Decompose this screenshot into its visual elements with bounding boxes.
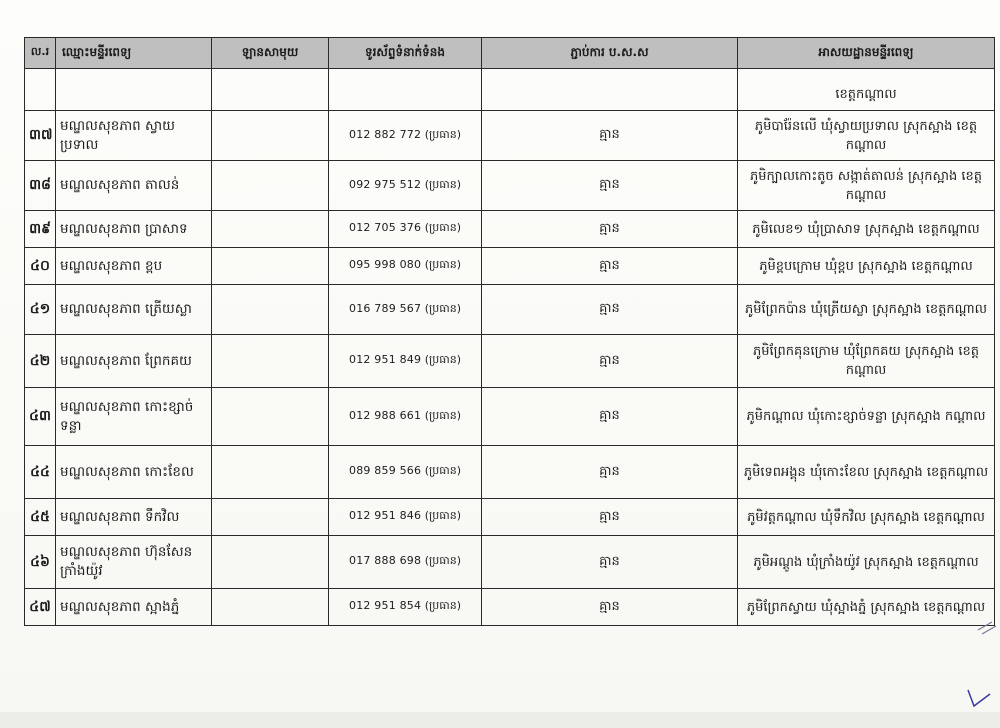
phone-role: (ប្រធាន): [424, 127, 461, 141]
cell-name: មណ្ឌលសុខភាព ហ៊ុនសែនក្រាំងយ៉ូវ: [56, 536, 212, 589]
cell-link: [482, 69, 738, 111]
cell-address: ភូមិលេខ១ ឃុំប្រាសាទ ស្រុកស្អាង ខេត្តកណ្ដាល: [738, 211, 995, 248]
cell-community: [212, 161, 329, 211]
cell-name: មណ្ឌលសុខភាព ប្រាសាទ: [56, 211, 212, 248]
continuation-row: [25, 69, 995, 111]
cell-community: [212, 446, 329, 499]
cell-link: គ្មាន: [482, 499, 738, 536]
cell-link: គ្មាន: [482, 446, 738, 499]
cell-name: មណ្ឌលសុខភាព កោះខែល: [56, 446, 212, 499]
header-community: ឡានសាមុយ: [212, 38, 329, 69]
cell-link: គ្មាន: [482, 536, 738, 589]
phone-number: 012 988 661: [349, 408, 422, 422]
cell-phone: [329, 248, 482, 285]
cell-name: មណ្ឌលសុខភាព តាលន់: [56, 161, 212, 211]
cell-phone: [329, 111, 482, 161]
cell-no: ៤២: [25, 335, 56, 388]
cell-no: ៤៧: [25, 589, 56, 626]
scan-edge: [0, 712, 1000, 728]
cell-no: [25, 69, 56, 111]
cell-link: គ្មាន: [482, 111, 738, 161]
cell-no: ៤០: [25, 248, 56, 285]
table-row: [25, 536, 995, 589]
cell-community: [212, 335, 329, 388]
cell-no: ៣៧: [25, 111, 56, 161]
header-address: អាសយដ្ឋានមន្ទីរពេទ្យ: [738, 38, 995, 69]
cell-name: មណ្ឌលសុខភាព ស្វាយប្រទាល: [56, 111, 212, 161]
header-link: ភ្ជាប់ការ ប.ស.ស: [482, 38, 738, 69]
cell-address: ភូមិវត្តកណ្ដាល ឃុំទឹកវិល ស្រុកស្អាង ខេត្តកណ្ដាល: [738, 499, 995, 536]
table-row: [25, 111, 995, 161]
phone-number: 012 951 854: [349, 599, 422, 612]
phone-role: (ប្រធាន): [424, 221, 461, 234]
cell-community: [212, 248, 329, 285]
cell-link: គ្មាន: [482, 335, 738, 388]
phone-number: 012 951 849: [349, 353, 422, 366]
cell-phone: [329, 536, 482, 589]
cell-address: ភូមិទេពអង្គុន ឃុំកោះខែល ស្រុកស្អាង ខេត្តកណ្ដាល: [738, 446, 995, 499]
cell-community: [212, 589, 329, 626]
phone-number: 092 975 512: [349, 177, 422, 191]
phone-role: (ប្រធាន): [424, 353, 461, 366]
cell-name: [56, 69, 212, 111]
cell-community: [212, 536, 329, 589]
cell-community: [212, 499, 329, 536]
cell-no: ៤៥: [25, 499, 56, 536]
cell-community: [212, 69, 329, 111]
cell-phone: [329, 211, 482, 248]
cell-address: ភូមិកណ្ដាល ឃុំកោះខ្សាច់ទន្លា ស្រុកស្អាង កណ្ដាល: [738, 388, 995, 446]
cell-address: ភូមិក្បាលកោះតូច សង្កាត់តាលន់ ស្រុកស្អាង ខេត្តកណ្ដាល: [738, 161, 995, 211]
header-name: ឈ្មោះមន្ទីរពេទ្យ: [56, 38, 212, 69]
cell-address: ភូមិបារ៉ែនលើ ឃុំស្វាយប្រទាល ស្រុកស្អាង ខេត្តកណ្ដាល: [738, 111, 995, 161]
phone-number: 095 998 080: [349, 258, 422, 271]
header-row: [25, 38, 995, 69]
cell-name: មណ្ឌលសុខភាព ព្រែកគយ: [56, 335, 212, 388]
table-row: [25, 446, 995, 499]
header-no: ល.រ: [25, 38, 56, 69]
phone-role: (ប្រធាន): [424, 177, 461, 191]
phone-role: (ប្រធាន): [424, 509, 461, 522]
cell-phone: [329, 161, 482, 211]
phone-role: (ប្រធាន): [424, 554, 461, 567]
cell-link: គ្មាន: [482, 248, 738, 285]
cell-phone: [329, 285, 482, 335]
table-row: [25, 211, 995, 248]
cell-address: ភូមិព្រែកគុនក្រោម ឃុំព្រែកគយ ស្រុកស្អាង ខេត្តកណ្ដាល: [738, 335, 995, 388]
cell-link: គ្មាន: [482, 388, 738, 446]
phone-role: (ប្រធាន): [424, 464, 461, 477]
header-phone: ទូរស័ព្ទទំនាក់ទំនង: [329, 38, 482, 69]
table-row: [25, 285, 995, 335]
table-row: [25, 335, 995, 388]
cell-phone: [329, 388, 482, 446]
phone-role: (ប្រធាន): [424, 301, 461, 315]
health-center-table: [24, 37, 995, 626]
cell-no: ៣៨: [25, 161, 56, 211]
cell-name: មណ្ឌលសុខភាព កោះខ្សាច់ទន្លា: [56, 388, 212, 446]
table-row: [25, 161, 995, 211]
cell-name: មណ្ឌលសុខភាព ត្រើយស្លា: [56, 285, 212, 335]
cell-no: ៤១: [25, 285, 56, 335]
cell-no: ៣៩: [25, 211, 56, 248]
phone-number: 016 789 567: [349, 301, 422, 315]
phone-role: (ប្រធាន): [424, 258, 461, 271]
cell-community: [212, 211, 329, 248]
table-row: [25, 388, 995, 446]
pen-tick-mark: [968, 690, 990, 706]
cell-link: គ្មាន: [482, 161, 738, 211]
cell-phone: [329, 589, 482, 626]
phone-number: 012 705 376: [349, 221, 422, 234]
cell-community: [212, 285, 329, 335]
cell-no: ៤៤: [25, 446, 56, 499]
cell-name: មណ្ឌលសុខភាព ស្អាងភ្នំ: [56, 589, 212, 626]
cell-phone: [329, 69, 482, 111]
cell-no: ៤៦: [25, 536, 56, 589]
cell-link: គ្មាន: [482, 589, 738, 626]
table-row: [25, 589, 995, 626]
phone-role: (ប្រធាន): [424, 408, 461, 422]
phone-number: 012 951 846: [349, 509, 422, 522]
phone-number: 089 859 566: [349, 464, 422, 477]
phone-number: 017 888 698: [349, 554, 422, 567]
cell-phone: [329, 499, 482, 536]
cell-no: ៤៣: [25, 388, 56, 446]
cell-address: ភូមិព្រែកស្វាយ ឃុំស្អាងភ្នំ ស្រុកស្អាង ខេត្តកណ្ដាល: [738, 589, 995, 626]
phone-number: 012 882 772: [349, 127, 422, 141]
cell-address: ភូមិអណ្ដូង ឃុំក្រាំងយ៉ូវ ស្រុកស្អាង ខេត្តកណ្ដាល: [738, 536, 995, 589]
cell-phone: [329, 446, 482, 499]
cell-community: [212, 388, 329, 446]
table-row: [25, 499, 995, 536]
cell-phone: [329, 335, 482, 388]
cell-name: មណ្ឌលសុខភាព ខ្ពប: [56, 248, 212, 285]
cell-link: គ្មាន: [482, 211, 738, 248]
cell-address: ខេត្តកណ្ដាល: [738, 69, 995, 111]
cell-community: [212, 111, 329, 161]
cell-link: គ្មាន: [482, 285, 738, 335]
cell-name: មណ្ឌលសុខភាព ទឹកវិល: [56, 499, 212, 536]
phone-role: (ប្រធាន): [424, 599, 461, 612]
cell-address: ភូមិព្រែកប៉ាន ឃុំត្រើយស្លា ស្រុកស្អាង ខេត្តកណ្ដាល: [738, 285, 995, 335]
table-row: [25, 248, 995, 285]
cell-address: ភូមិខ្ពបក្រោម ឃុំខ្ពប ស្រុកស្អាង ខេត្តកណ្ដាល: [738, 248, 995, 285]
